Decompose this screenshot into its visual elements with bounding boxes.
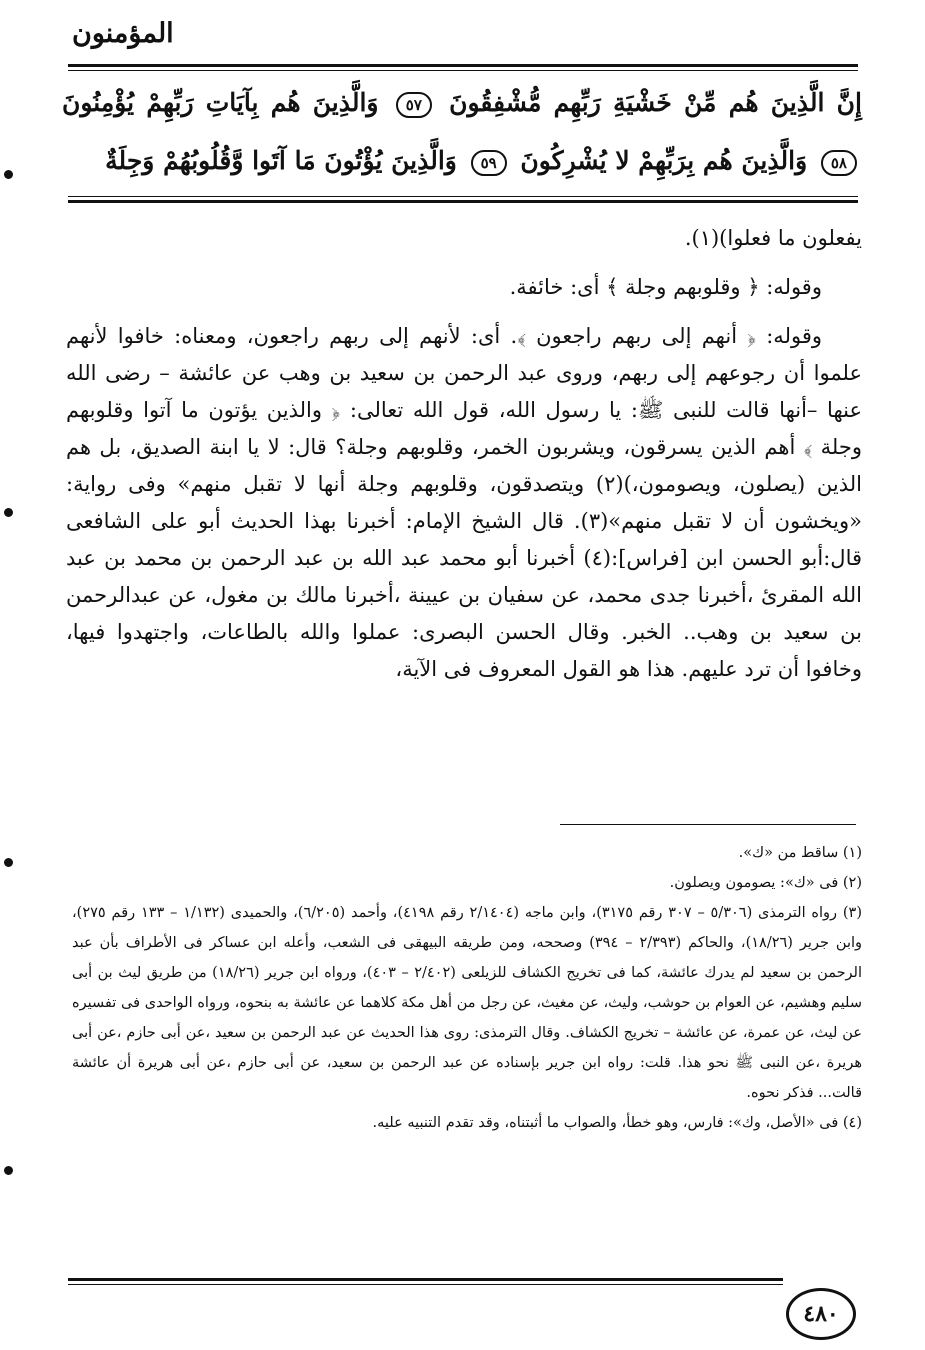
footnote-rule xyxy=(560,824,856,825)
quran-verses xyxy=(62,74,862,190)
paragraph-3: وقوله: ﴿ أنهم إلى ربهم راجعون ﴾. أى: لأنهم إلى ربهم راجعون، ومعناه: خافوا لأنهم علموا أن رجوعهم إلى ربهم، وروى عبد الرحمن بن سعيد بن وهب عن عائشة – رضى الله عنها –أنها قالت للنبى ﷺ: يا رسول الله، قول الله تعالى: ﴿ والذين يؤتون ما آتوا وقلوبهم وجلة ﴾ أهم الذين يسرقون، ويشربون الخمر، وقلوبهم وجلة؟ قال: لا يا ابنة الصديق، بل هم الذين (يصلون، ويصومون،)(٢) ويتصدقون، وقلوبهم وجلة أنها لا تقبل منهم» وفى رواية: «ويخشون أن لا تقبل منهم»(٣). قال الشيخ الإمام: أخبرنا بهذا الحديث أبو على الشافعى قال:أبو الحسن ابن [فراس]:(٤) أخبرنا أبو محمد عبد الله بن عبد الرحمن بن محمد بن عبد الله المقرئ ،أخبرنا جدى محمد، عن سفيان بن عيينة ،أخبرنا مالك بن مغول، عن عبدالرحمن بن سعيد بن وهب.. الخبر. وقال الحسن البصرى: عملوا والله بالطاعات، واجتهدوا فيها، وخافوا أن ترد عليهم. هذا هو القول المعروف فى الآية، xyxy=(66,324,863,681)
verse-number-58: ٥٨ xyxy=(821,150,857,176)
verse-number-59: ٥٩ xyxy=(471,150,507,176)
verse-rule-thin xyxy=(68,196,858,197)
header-rule-thin xyxy=(68,70,858,71)
scan-dot-3 xyxy=(4,858,13,867)
verse-number-57: ٥٧ xyxy=(396,92,432,118)
footnote-1: (١) ساقط من «ك». xyxy=(738,845,862,861)
verse-text-2: وَالَّذِينَ هُم بِآيَاتِ رَبِّهِمْ يُؤْمِنُونَ xyxy=(62,88,379,117)
scan-dot-4 xyxy=(4,1166,13,1175)
footnote-4: (٤) فى «الأصل، وك»: فارس، وهو خطأ، والصواب ما أثبتناه، وقد تقدم التنبيه عليه. xyxy=(372,1115,862,1131)
paragraph-2: وقوله: ﴿ وقلوبهم وجلة ﴾ أى: خائفة. xyxy=(509,275,822,299)
verse-text-4: وَالَّذِينَ يُؤْتُونَ مَا آتَوا وَّقُلُوبُهُمْ وَجِلَةٌ xyxy=(105,146,457,175)
page-number: ٤٨٠ xyxy=(786,1288,856,1340)
footnote-2: (٢) فى «ك»: يصومون ويصلون. xyxy=(669,875,862,891)
footnote-3: (٣) رواه الترمذى (٥/٣٠٦ – ٣٠٧ رقم ٣١٧٥)، وابن ماجه (٢/١٤٠٤ رقم ٤١٩٨)، وأحمد (٦/٢٠٥)، والحميدى (١/١٣٢ – ١٣٣ رقم ٢٧٥)، وابن جرير (١٨/٢٦)، والحاكم (٢/٣٩٣ – ٣٩٤) وصححه، ومن طريقه البيهقى فى الشعب، وأعله ابن عساكر فى الأطراف بأن عبد الرحمن بن سعيد لم يدرك عائشة، كما فى تخريج الكشاف للزيلعى (٢/٤٠٢ – ٤٠٣)، ورواه ابن جرير (١٨/٢٦) من طريق ليث بن أبى سليم وهشيم، عن العوام بن حوشب، وليث، عن مغيث، عن رجل من أهل مكة كلاهما عن عائشة به بنحوه، ورواه الواحدى فى تفسيره عن ليث، عن عمرة، عن عائشة – تخريج الكشاف. وقال الترمذى: روى هذا الحديث عن عبد الرحمن بن سعيد ،عن أبى حازم ،عن أبى هريرة ،عن النبى ﷺ نحو هذا. قلت: رواه ابن جرير بإسناده عن عبد الرحمن بن سعيد، عن أبى حازم ،عن أبى هريرة أن عائشة قالت... فذكر نحوه. xyxy=(72,905,863,1101)
scan-dot-1 xyxy=(4,170,13,179)
footnotes xyxy=(72,838,862,1138)
scan-dot-2 xyxy=(4,508,13,517)
paragraph-1: يفعلون ما فعلوا)(١). xyxy=(684,226,862,250)
footer-rule-thin xyxy=(68,1284,783,1285)
verse-text-1: إِنَّ الَّذِينَ هُم مِّنْ خَشْيَةِ رَبِّهِم مُّشْفِقُونَ xyxy=(449,88,862,117)
header-rule-thick xyxy=(68,64,858,67)
verse-text-3: وَالَّذِينَ هُم بِرَبِّهِمْ لا يُشْرِكُونَ xyxy=(520,146,808,175)
surah-title: المؤمنون xyxy=(72,18,174,49)
commentary-body xyxy=(66,220,862,688)
verse-rule-thick xyxy=(68,200,858,203)
footer-rule-thick xyxy=(68,1278,783,1281)
